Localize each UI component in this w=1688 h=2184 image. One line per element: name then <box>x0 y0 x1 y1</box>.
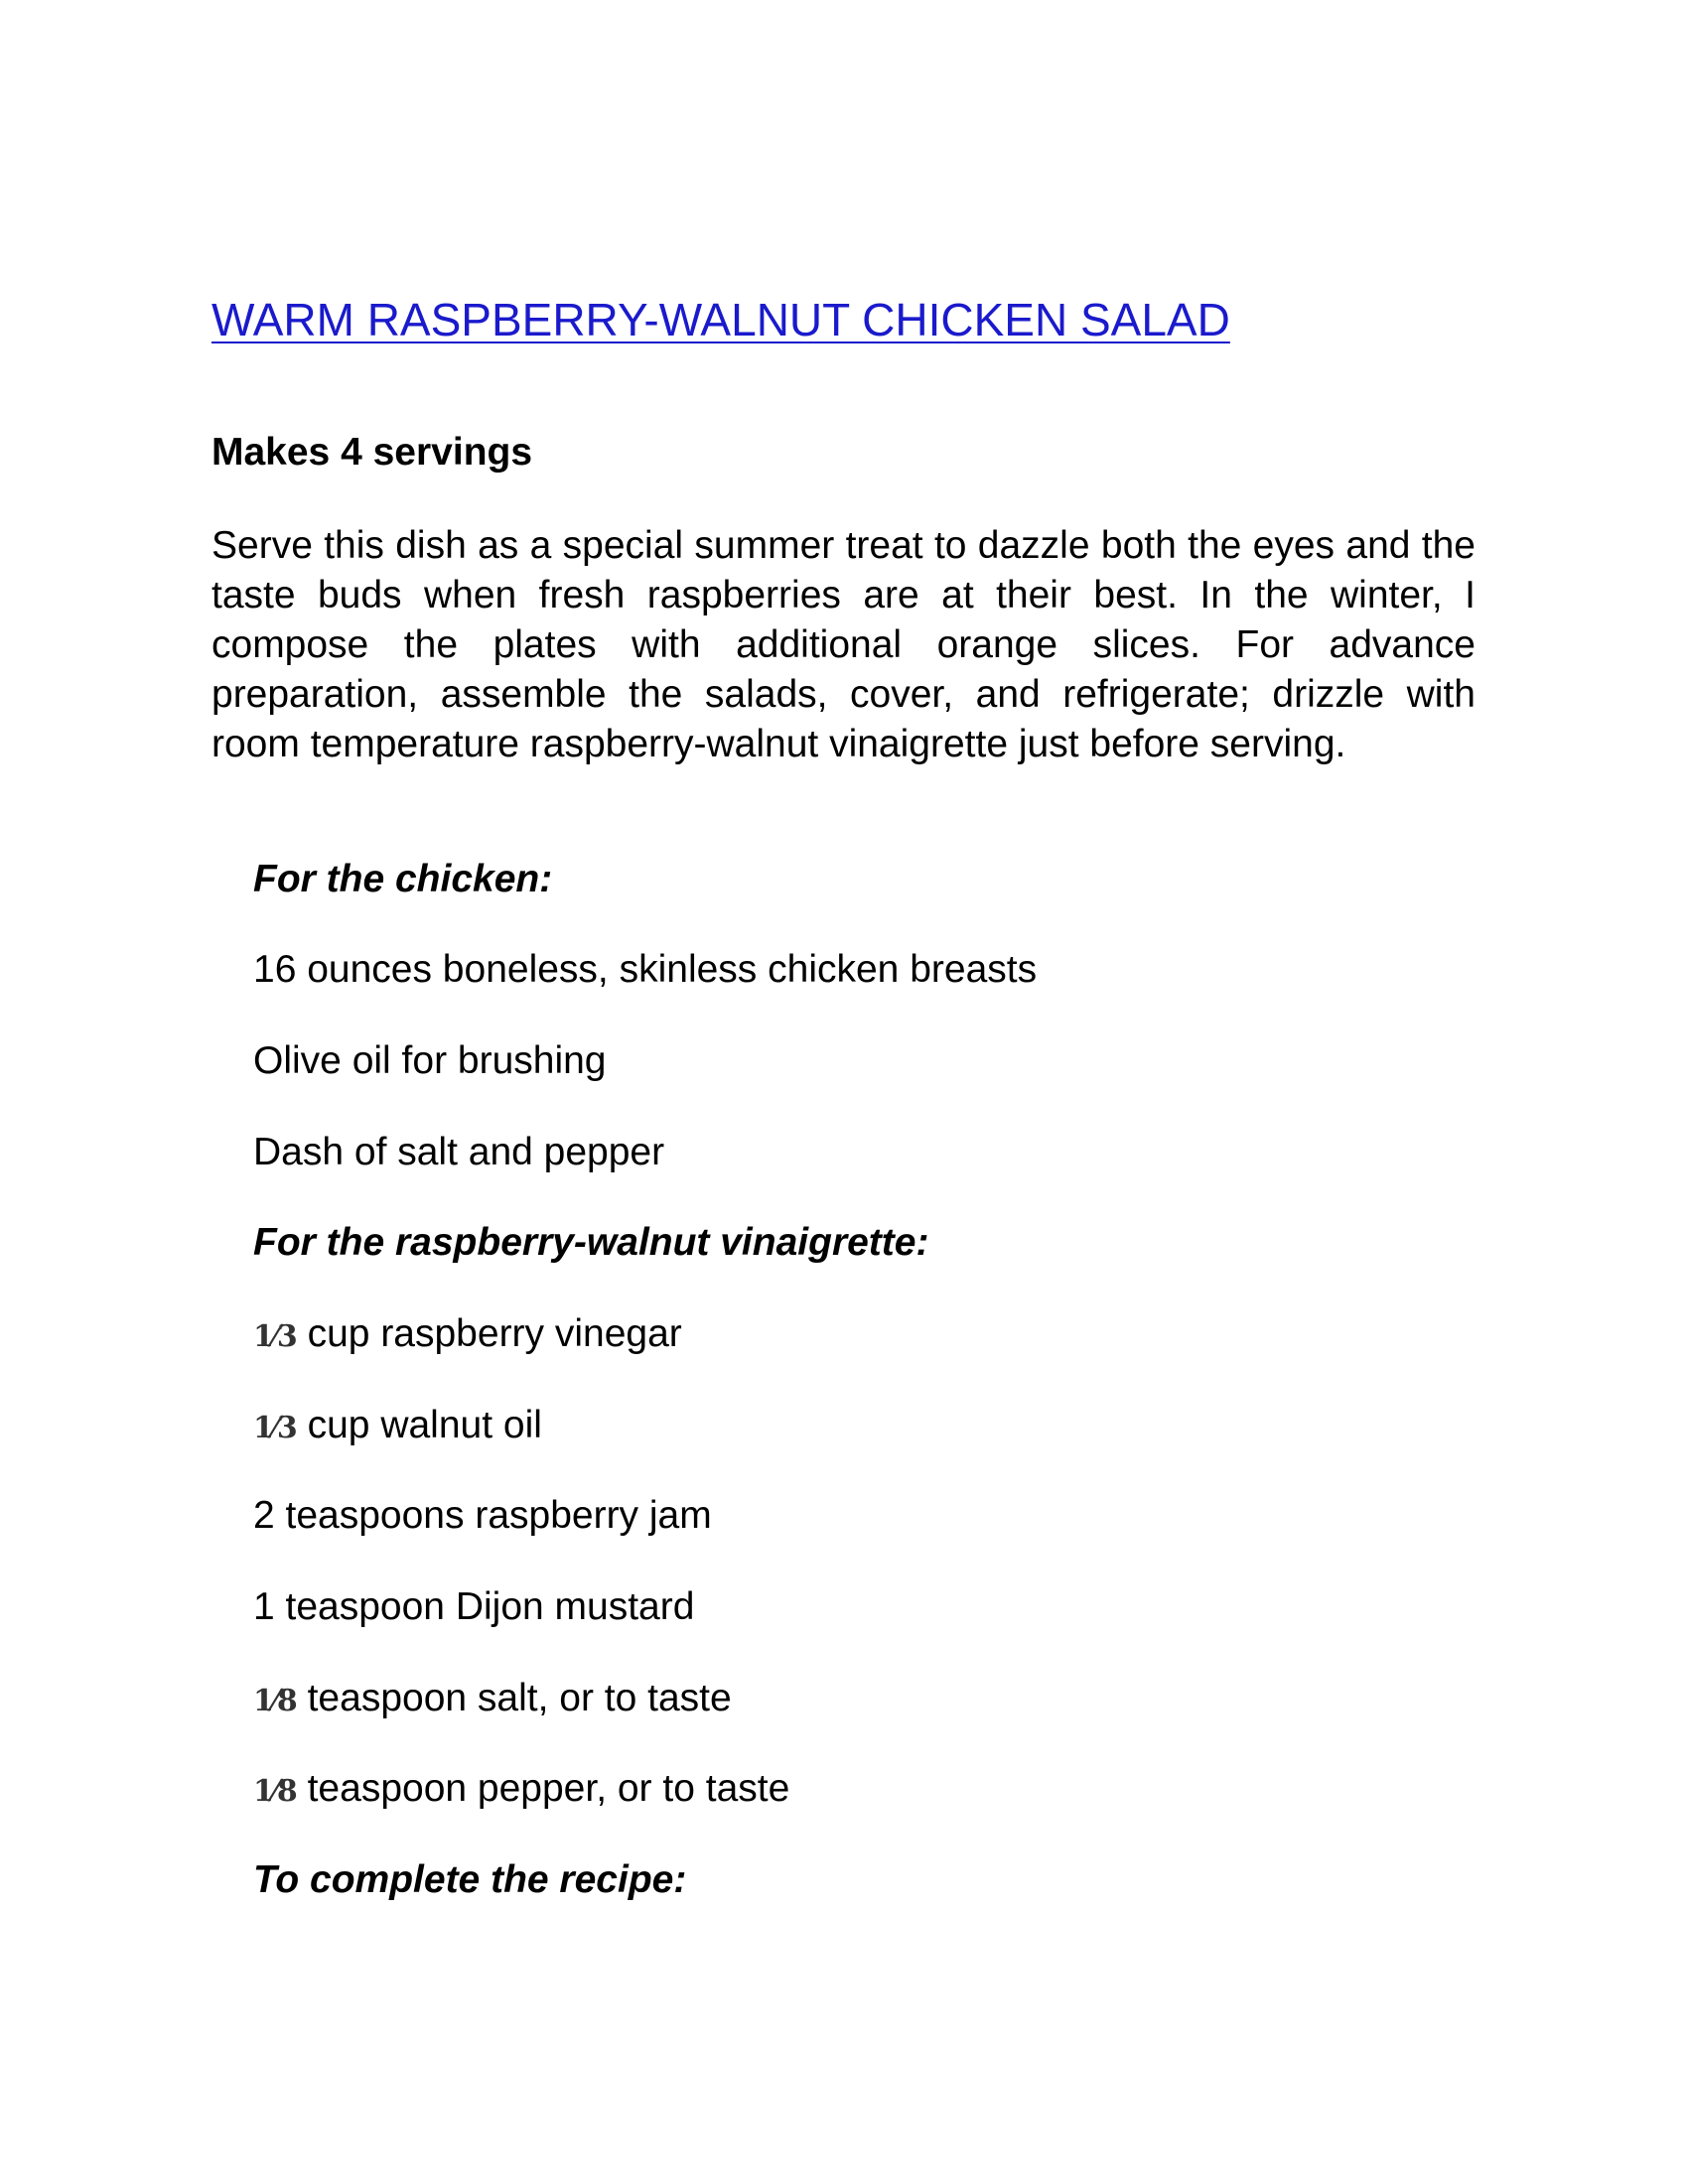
ingredient-item <box>253 1404 542 1447</box>
recipe-page <box>211 0 1476 2184</box>
ingredient-fraction: 1⁄3 <box>253 1411 297 1445</box>
ingredient-text: Olive oil for brushing <box>253 1039 607 1082</box>
ingredient-item <box>253 1677 732 1720</box>
ingredient-fraction: 1⁄3 <box>253 1319 297 1354</box>
ingredient-text: cup walnut oil <box>296 1404 542 1446</box>
servings-label: Makes 4 servings <box>211 431 533 474</box>
ingredient-item <box>253 1494 712 1538</box>
section-heading-chicken: For the chicken: <box>253 858 553 900</box>
section-heading-vinaigrette: For the raspberry-walnut vinaigrette: <box>253 1221 929 1264</box>
ingredient-text: 1 teaspoon Dijon mustard <box>253 1585 695 1628</box>
ingredient-text: cup raspberry vinegar <box>296 1312 682 1355</box>
ingredient-item <box>253 1131 664 1174</box>
ingredient-item <box>253 1312 682 1356</box>
section-heading-complete: To complete the recipe: <box>253 1858 687 1901</box>
recipe-intro: Serve this dish as a special summer treat to dazzle both the eyes and the taste buds when fresh raspberries are at their best. In the winter, I compose the plates with additional orange slices. For advance preparation, assemble the salads, cover, and refrigerate; drizzle with room temperature raspberry-walnut vinaigrette just before serving. <box>211 524 1476 765</box>
recipe-title-link[interactable]: WARM RASPBERRY-WALNUT CHICKEN SALAD <box>211 294 1230 345</box>
ingredient-text: teaspoon salt, or to taste <box>296 1677 732 1719</box>
ingredient-text: Dash of salt and pepper <box>253 1131 665 1173</box>
ingredient-item <box>253 1585 694 1629</box>
ingredient-item <box>253 1039 607 1083</box>
ingredient-text: teaspoon pepper, or to taste <box>296 1767 790 1810</box>
ingredient-fraction: 1⁄8 <box>253 1774 297 1809</box>
ingredient-fraction: 1⁄8 <box>253 1684 297 1718</box>
ingredient-item <box>253 1767 789 1811</box>
ingredient-text: 16 ounces boneless, skinless chicken breasts <box>253 948 1038 991</box>
ingredient-text: 2 teaspoons raspberry jam <box>253 1494 712 1537</box>
ingredient-item <box>253 948 1037 992</box>
